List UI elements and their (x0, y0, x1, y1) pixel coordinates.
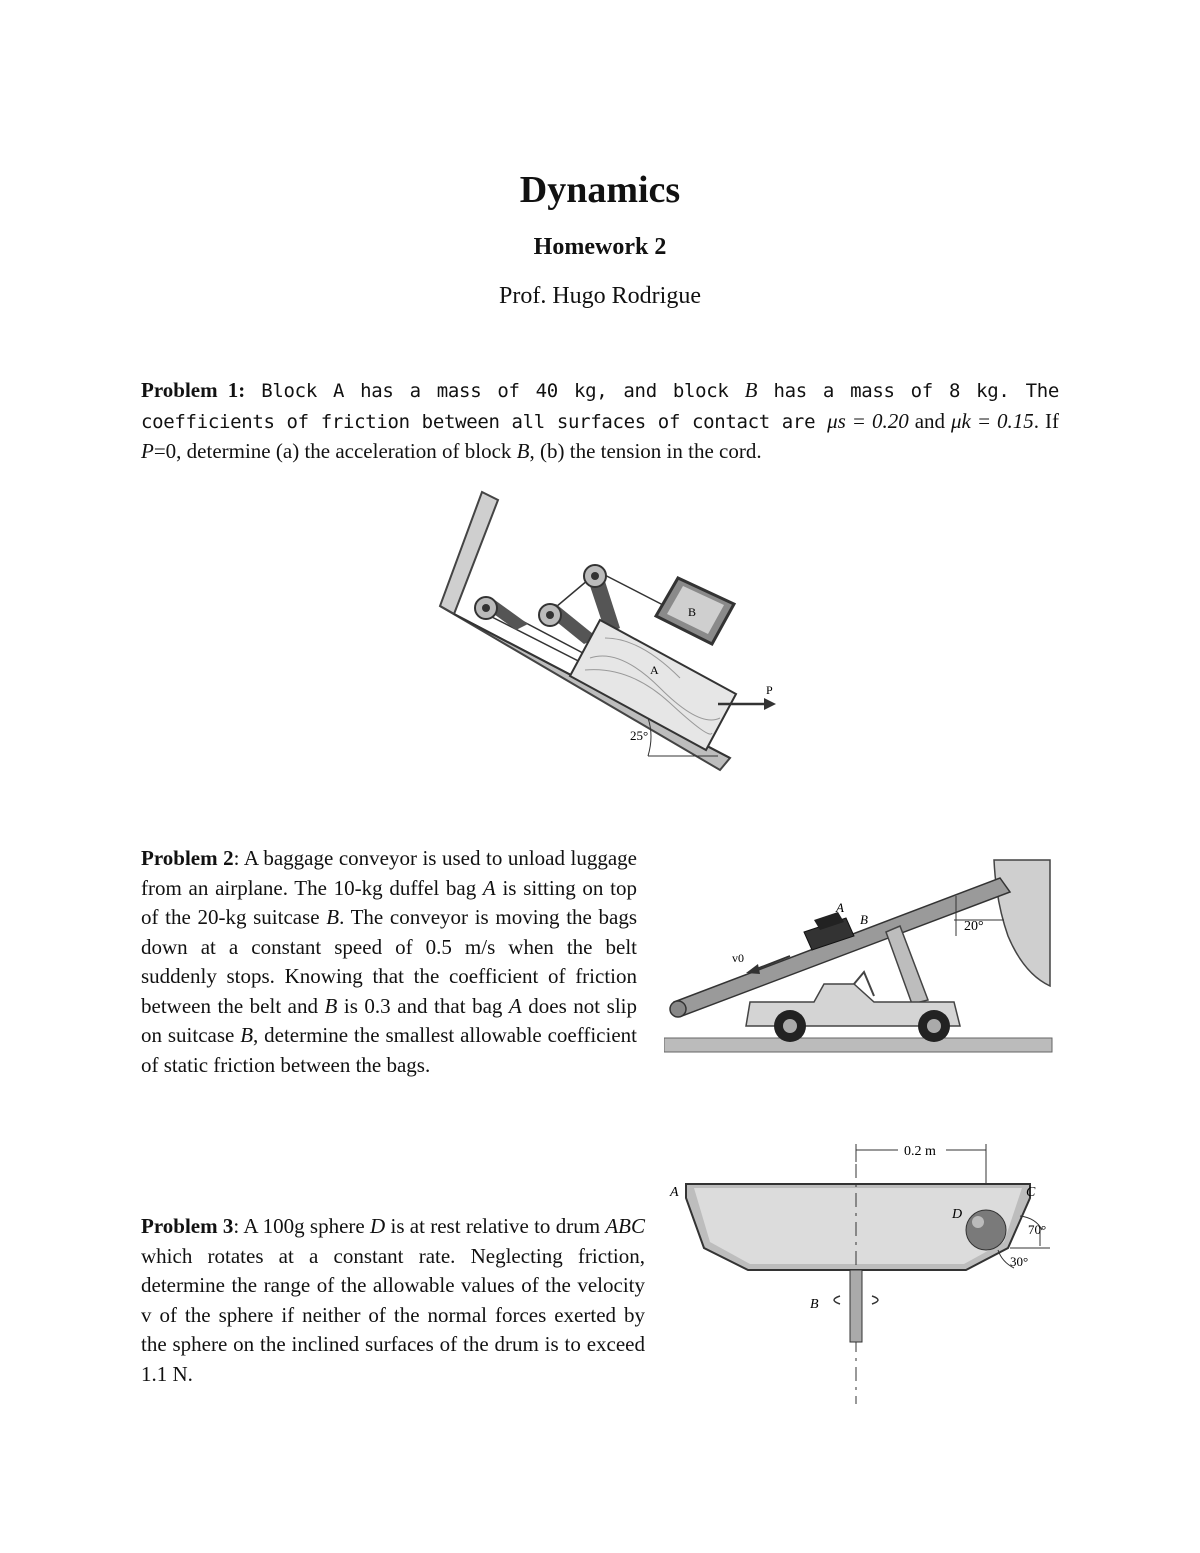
label-b: B (810, 1297, 819, 1312)
page-subtitle: Homework 2 (533, 234, 667, 260)
problem-1-label: Problem 1: (141, 378, 246, 402)
mu-k: μk = 0.15 (951, 408, 1034, 433)
problem-3-label: Problem 3 (141, 1214, 234, 1238)
angle-70-label: 70° (1028, 1222, 1047, 1237)
label-p: P (766, 683, 773, 697)
problem-1-text: Problem 1: Block A has a mass of 40 kg, and block B has a mass of 8 kg. The coefficients of friction between all surfaces of contact are μs = 0.20 and μk = 0.15. If P=0, determine (a) the acceleration of block B, (b) the tension in the cord. (141, 378, 1059, 463)
label-c: C (1026, 1185, 1036, 1200)
angle-label: 25° (630, 728, 649, 743)
label-v0: v0 (732, 951, 744, 965)
page-title: Dynamics (519, 169, 681, 211)
label-a: A (650, 663, 659, 677)
author: Prof. Hugo Rodrigue (499, 283, 701, 309)
angle-30-label: 30° (1010, 1254, 1029, 1269)
problem-2-label: Problem 2 (141, 846, 234, 870)
angle-label: 20° (964, 919, 984, 934)
label-b: B (860, 912, 868, 927)
figure-problem-2 (664, 856, 1054, 1056)
figure-problem-3 (664, 1138, 1064, 1408)
dimension-label: 0.2 m (904, 1144, 936, 1159)
label-a: A (836, 900, 844, 915)
figure-problem-1 (420, 488, 800, 778)
problem-2-text: Problem 2: A baggage conveyor is used to unload luggage from an airplane. The 10-kg duffel bag A is sitting on top of the 20-kg suitcase B. The conveyor is moving the bags down at a constant speed of 0.5 m/s when the belt suddenly stops. Knowing that the coefficient of friction between the belt and B is 0.3 and that bag A does not slip on suitcase B, determine the smallest allowable coefficient of static friction between the bags. (141, 846, 637, 1077)
label-b: B (688, 605, 697, 619)
label-d: D (952, 1207, 963, 1222)
problem-3-text: Problem 3: A 100g sphere D is at rest relative to drum ABC which rotates at a constant rate. Neglecting friction, determine the range of the allowable values of the velocity v of the sphere if neither of the normal forces exerted by the sphere on the inclined surfaces of the drum is to exceed 1.1 N. (141, 1214, 645, 1386)
label-a: A (670, 1185, 679, 1200)
mu-s: μs = 0.20 (827, 408, 909, 433)
